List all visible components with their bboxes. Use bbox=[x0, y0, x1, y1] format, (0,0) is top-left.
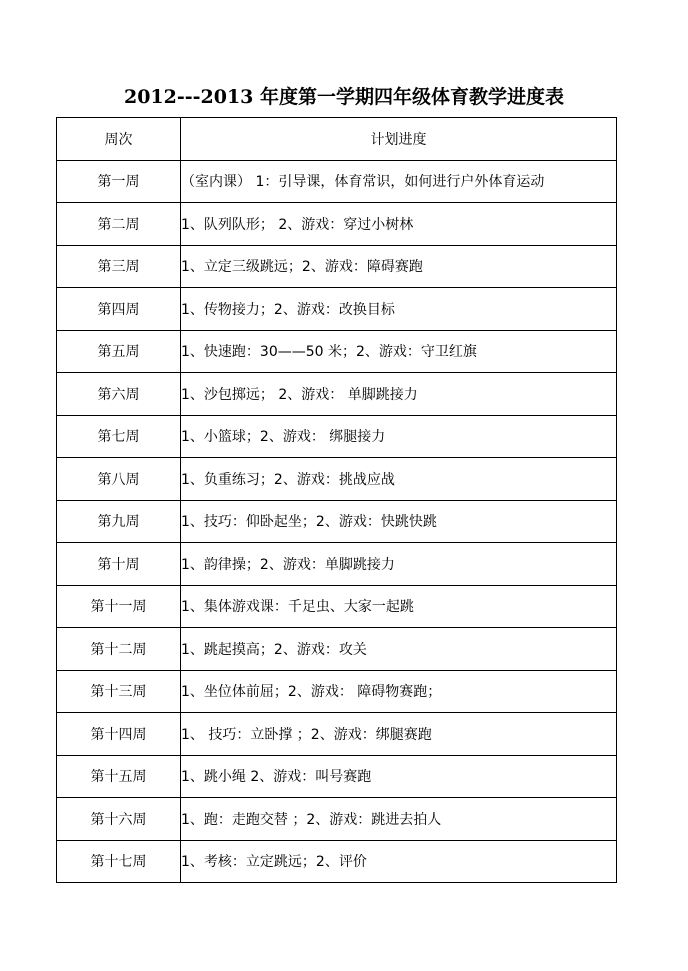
table-row bbox=[57, 713, 617, 756]
plan-cell: 1、负重练习；2、游戏：挑战应战 bbox=[181, 458, 617, 501]
schedule-table bbox=[56, 117, 617, 883]
week-cell: 第三周 bbox=[57, 245, 181, 288]
week-cell: 第十三周 bbox=[57, 670, 181, 713]
plan-cell: 1、集体游戏课：千足虫、大家一起跳 bbox=[181, 585, 617, 628]
week-cell: 第一周 bbox=[57, 160, 181, 203]
table-row bbox=[57, 628, 617, 671]
week-cell: 第十五周 bbox=[57, 755, 181, 798]
plan-cell: 1、考核：立定跳远；2、评价 bbox=[181, 840, 617, 883]
table-row bbox=[57, 840, 617, 883]
table-row bbox=[57, 203, 617, 246]
table-row bbox=[57, 373, 617, 416]
plan-cell: （室内课） 1：引导课，体育常识，如何进行户外体育运动 bbox=[181, 160, 617, 203]
plan-cell: 1、沙包掷远； 2、游戏： 单脚跳接力 bbox=[181, 373, 617, 416]
plan-cell: 1、 技巧：立卧撑 ；2、游戏：绑腿赛跑 bbox=[181, 713, 617, 756]
week-cell: 第十七周 bbox=[57, 840, 181, 883]
page-title: 2012---2013 年度第一学期四年级体育教学进度表 bbox=[123, 86, 565, 108]
plan-cell: 1、技巧：仰卧起坐；2、游戏：快跳快跳 bbox=[181, 500, 617, 543]
table-row bbox=[57, 288, 617, 331]
plan-cell: 1、队列队形； 2、游戏：穿过小树林 bbox=[181, 203, 617, 246]
table-row bbox=[57, 543, 617, 586]
plan-cell: 1、小篮球；2、游戏： 绑腿接力 bbox=[181, 415, 617, 458]
week-cell: 第五周 bbox=[57, 330, 181, 373]
plan-cell: 1、快速跑：30——50 米；2、游戏：守卫红旗 bbox=[181, 330, 617, 373]
table-row bbox=[57, 458, 617, 501]
plan-cell: 1、传物接力；2、游戏：改换目标 bbox=[181, 288, 617, 331]
table-row bbox=[57, 585, 617, 628]
week-cell: 第十一周 bbox=[57, 585, 181, 628]
plan-cell: 1、韵律操；2、游戏：单脚跳接力 bbox=[181, 543, 617, 586]
week-cell: 第七周 bbox=[57, 415, 181, 458]
plan-cell: 1、坐位体前屈；2、游戏： 障碍物赛跑； bbox=[181, 670, 617, 713]
table-row bbox=[57, 330, 617, 373]
week-cell: 第九周 bbox=[57, 500, 181, 543]
week-cell: 第十周 bbox=[57, 543, 181, 586]
table-header-row bbox=[57, 118, 617, 161]
table-row bbox=[57, 160, 617, 203]
table-row bbox=[57, 500, 617, 543]
week-cell: 第十二周 bbox=[57, 628, 181, 671]
table-row bbox=[57, 798, 617, 841]
table-row bbox=[57, 755, 617, 798]
week-cell: 第六周 bbox=[57, 373, 181, 416]
table-row bbox=[57, 415, 617, 458]
week-cell: 第二周 bbox=[57, 203, 181, 246]
plan-cell: 1、跳起摸高；2、游戏：攻关 bbox=[181, 628, 617, 671]
week-cell: 第十四周 bbox=[57, 713, 181, 756]
week-cell: 第四周 bbox=[57, 288, 181, 331]
plan-cell: 1、跑：走跑交替 ；2、游戏：跳进去拍人 bbox=[181, 798, 617, 841]
column-header-plan: 计划进度 bbox=[181, 118, 617, 161]
table-row bbox=[57, 670, 617, 713]
column-header-week: 周次 bbox=[57, 118, 181, 161]
plan-cell: 1、立定三级跳远；2、游戏：障碍赛跑 bbox=[181, 245, 617, 288]
table-row bbox=[57, 245, 617, 288]
week-cell: 第十六周 bbox=[57, 798, 181, 841]
week-cell: 第八周 bbox=[57, 458, 181, 501]
plan-cell: 1、跳小绳 2、游戏：叫号赛跑 bbox=[181, 755, 617, 798]
